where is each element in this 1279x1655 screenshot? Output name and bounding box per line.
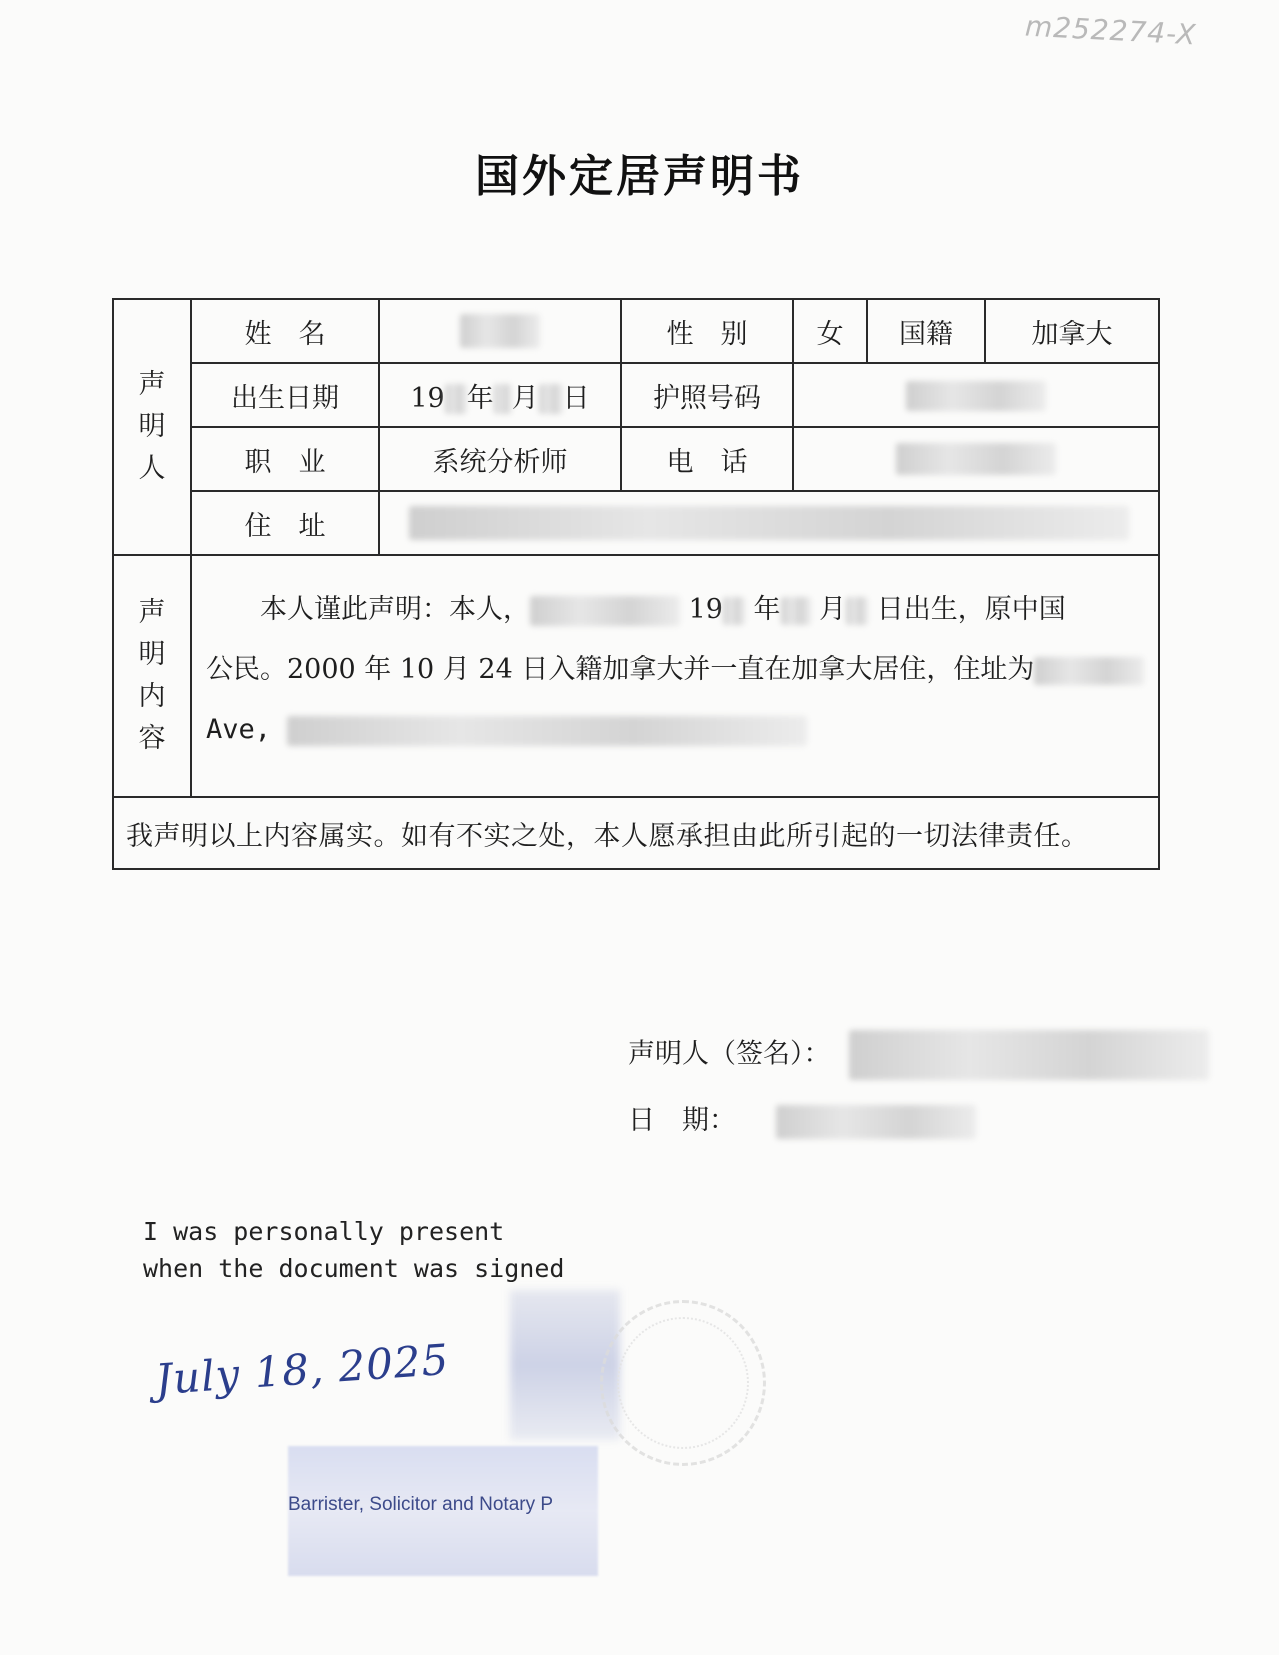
content-section-label: 声 明 内 容 (113, 555, 191, 797)
passport-label: 护照号码 (621, 363, 793, 427)
redacted-birth-day (539, 384, 563, 414)
witness-statement (143, 1213, 564, 1287)
redacted-content-month (781, 597, 811, 625)
redacted-content-day (846, 597, 868, 625)
content-line-1: 本人谨此声明：本人， 19 年 月 日出生，原中国 (260, 594, 1066, 625)
address-value (379, 491, 1159, 555)
signer-signature-line (628, 1030, 1209, 1080)
gender-value: 女 (793, 299, 867, 363)
notary-stamp-text: Barrister, Solicitor and Notary P (288, 1494, 554, 1515)
name-label: 姓 名 (191, 299, 379, 363)
content-line-3: Ave, (206, 700, 1140, 760)
declaration-content (191, 555, 1159, 797)
declaration-statement: 我声明以上内容属实。如有不实之处，本人愿承担由此所引起的一切法律责任。 (113, 797, 1159, 869)
redacted-signature-date (776, 1105, 976, 1139)
document-title: 国外定居声明书 (475, 151, 804, 202)
redacted-content-address-2 (287, 716, 807, 746)
reference-mark: m252274-X (1024, 9, 1198, 52)
content-line-2: 公民。2000 年 10 月 24 日入籍加拿大并一直在加拿大居住，住址为 (206, 640, 1140, 700)
phone-value (793, 427, 1159, 491)
passport-value (793, 363, 1159, 427)
redacted-address (409, 506, 1129, 540)
redacted-birth-year (445, 384, 467, 414)
name-value (379, 299, 621, 363)
occupation-value: 系统分析师 (379, 427, 621, 491)
nationality-value: 加拿大 (985, 299, 1159, 363)
gender-label: 性 别 (621, 299, 793, 363)
signature-date-label: 日 期： (628, 1105, 736, 1136)
occupation-label: 职 业 (191, 427, 379, 491)
redacted-content-year (723, 597, 745, 625)
embossed-seal (600, 1300, 766, 1466)
witness-line-1: I was personally present (143, 1217, 505, 1246)
redacted-content-name (530, 596, 680, 626)
nationality-label: 国籍 (867, 299, 985, 363)
birth-date-label: 出生日期 (191, 363, 379, 427)
birth-month-unit: 月 (511, 382, 539, 414)
phone-label: 电 话 (621, 427, 793, 491)
redacted-signature (849, 1030, 1209, 1080)
redacted-name (460, 314, 540, 348)
redacted-passport (906, 381, 1046, 411)
signature-date-line (628, 1098, 976, 1139)
handwritten-date: July 18, 2025 (153, 1334, 451, 1405)
birth-year-unit: 年 (466, 382, 494, 414)
redacted-content-address-1 (1034, 657, 1144, 685)
birth-day-unit: 日 (562, 382, 590, 414)
signer-label: 声明人（签名）： (628, 1038, 831, 1070)
redacted-phone (896, 443, 1056, 475)
declarant-section-label: 声 明 人 (113, 299, 191, 555)
redacted-birth-month (494, 384, 512, 414)
declaration-form-table (112, 298, 1160, 870)
birth-date-value (379, 363, 621, 427)
witness-line-2: when the document was signed (143, 1254, 565, 1283)
birth-year-prefix: 19 (410, 382, 445, 414)
address-label: 住 址 (191, 491, 379, 555)
